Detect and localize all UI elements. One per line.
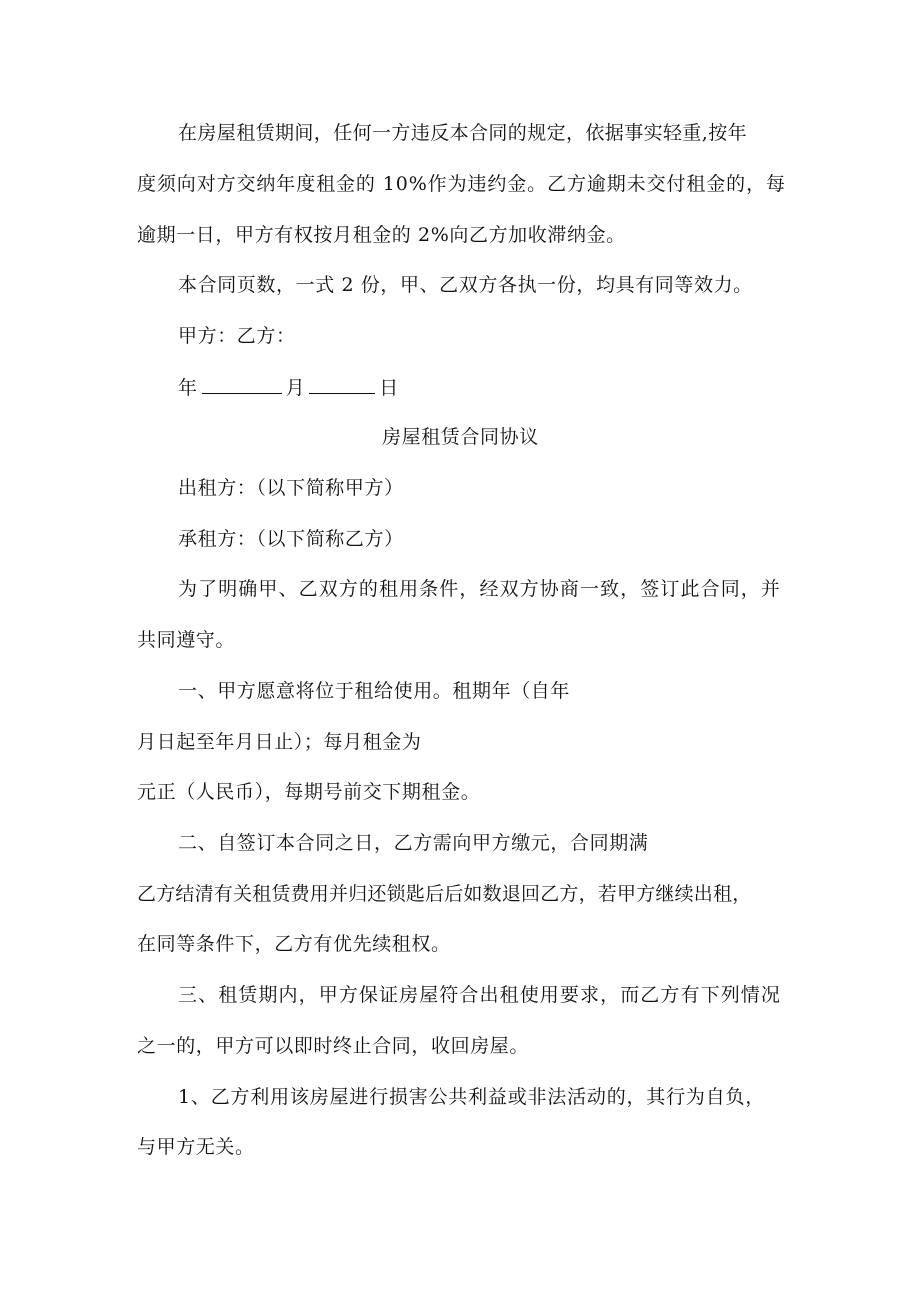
paragraph-line: 本合同页数，一式 2 份，甲、乙双方各执一份，均具有同等效力。 [178, 274, 753, 296]
clause-2-line: 二、自签订本合同之日，乙方需向甲方缴元，合同期满 [178, 832, 649, 854]
paragraph-line: 度须向对方交纳年度租金的 10%作为违约金。乙方逾期未交付租金的，每 [137, 173, 786, 195]
year-label: 年 [178, 377, 198, 399]
clause-1-line: 一、甲方愿意将位于租给使用。租期年（自年 [178, 680, 571, 702]
day-label: 日 [379, 377, 399, 399]
sub-clause-1-line: 与甲方无关。 [137, 1136, 255, 1158]
paragraph-line: 逾期一日，甲方有权按月租金的 2%向乙方加收滞纳金。 [137, 224, 626, 246]
date-line [178, 375, 399, 400]
paragraph-line: 在房屋租赁期间，任何一方违反本合同的规定，依据事实轻重,按年 [178, 122, 748, 144]
lessee-line: 承租方：（以下简称乙方） [178, 528, 404, 550]
day-blank [309, 375, 375, 394]
clause-3-line: 之一的，甲方可以即时终止合同，收回房屋。 [137, 1035, 530, 1057]
sub-clause-1-line: 1、乙方利用该房屋进行损害公共利益或非法活动的，其行为自负， [178, 1086, 766, 1108]
clause-2-line: 乙方结清有关租赁费用并归还锁匙后后如数退回乙方，若甲方继续出租， [137, 883, 752, 905]
month-blank [202, 375, 282, 394]
paragraph-line: 为了明确甲、乙双方的租用条件，经双方协商一致，签订此合同，并 [178, 578, 782, 600]
paragraph-line: 共同遵守。 [137, 629, 236, 651]
clause-1-line: 元正（人民币），每期号前交下期租金。 [137, 781, 481, 803]
clause-2-line: 在同等条件下，乙方有优先续租权。 [137, 933, 451, 955]
contract-title: 房屋租赁合同协议 [382, 426, 539, 448]
clause-3-line: 三、租赁期内，甲方保证房屋符合出租使用要求，而乙方有下列情况 [178, 984, 782, 1006]
lessor-line: 出租方：（以下简称甲方） [178, 477, 404, 499]
month-label: 月 [285, 377, 306, 399]
signature-parties: 甲方：乙方： [178, 325, 296, 347]
clause-1-line: 月日起至年月日止）；每月租金为 [137, 731, 422, 753]
